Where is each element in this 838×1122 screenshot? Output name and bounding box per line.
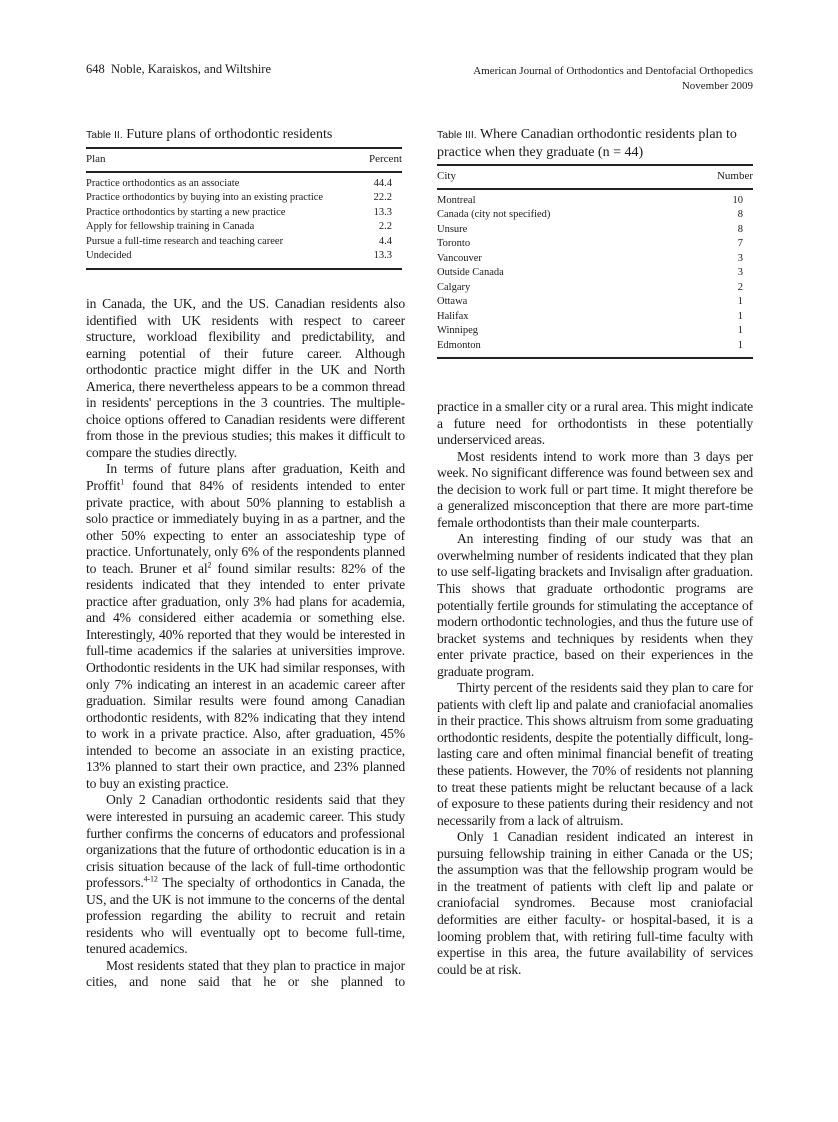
cell-label: Practice orthodontics by starting a new practice (86, 206, 286, 218)
table-row (437, 252, 753, 267)
paragraph: in Canada, the UK, and the US. Canadian residents also identified with UK residents with respect to career structure, workload flexibility and predictability, and earning potential of their future career. Although orthodontic practice might differ in the UK and North America, there nevertheless appears to be a common thread in residents' perceptions in the 3 countries. The multiple-choice options offered to Canadian residents were different from those in the previous studies; this makes it difficult to compare the studies directly. (86, 296, 405, 460)
table-row (86, 220, 402, 235)
cell-value: 3 (737, 252, 743, 264)
table-row (437, 339, 753, 354)
right-column (437, 399, 753, 978)
table-row (437, 324, 753, 339)
cell-value: 8 (737, 223, 743, 235)
table-row (86, 177, 402, 192)
table-row (86, 249, 402, 264)
cell-label: Practice orthodontics as an associate (86, 177, 240, 189)
cell-label: Montreal (437, 194, 476, 206)
paragraph: Only 2 Canadian orthodontic residents said that they were interested in pursuing an academic career. This study further confirms the concerns of educators and professional organizations that the future of orthodontic education is in a crisis situation because of the lack of full-time orthodontic professors.$^{4-12}$ The specialty of orthodontics in Canada, the US, and the UK is not immune to the concerns of the dental profession regarding the ability to recruit and retain residents who will eventually opt to become full-time, tenured academics. (86, 792, 405, 957)
cell-label: Undecided (86, 250, 132, 261)
cell-value: 8 (737, 209, 743, 220)
cell-value: 4.4 (378, 235, 392, 247)
table-title: Where Canadian orthodontic residents plan to practice when they graduate (n = 44) (437, 127, 737, 160)
paragraph: In terms of future plans after graduation, Keith and Proffit$^1$ found that 84% of residents intended to enter private practice, with about 50% planning to establish a solo practice or immediately buying in as a partner, and the other 50% expecting to enter an associateship type of practice. Unfortunately, only 6% of the respondents planned to teach. Bruner et $al^2$ found similar results: 82% of the residents indicated that they intended to enter private practice after graduation, only 3% had plans for academia, and 4% considered either academia or something else. Interestingly, 40% reported that they would be interested in full-time academics if the salaries at universities improve. Orthodontic residents in the UK had similar responses, with only 7% indicating an interest in an academic career after graduation. Similar results were found among Canadian orthodontic residents, with 82% indicating that they intend to work in a private practice. Also, after graduation, 45% intended to become an associate in an existing practice, 13% planned to start their own practice, and 23% planned to buy an existing practice. (86, 461, 405, 791)
table-row (86, 235, 402, 250)
cell-label: Outside Canada (437, 267, 504, 278)
cell-value: 10 (732, 194, 743, 206)
cell-value: 13.3 (373, 250, 392, 261)
cell-label: Toronto (437, 238, 471, 249)
cell-label: Pursue a full-time research and teaching career (86, 235, 284, 247)
cell-value: 2.2 (378, 221, 392, 232)
table-row (437, 223, 753, 238)
cell-label: Winnipeg (437, 325, 478, 336)
col-header-percent: Percent (369, 153, 402, 165)
table-row (437, 266, 753, 281)
cell-value: 22.2 (373, 192, 392, 203)
table-row (86, 206, 402, 221)
cell-label: Vancouver (437, 252, 482, 264)
cell-label: Halifax (437, 310, 469, 322)
paragraph: Most residents stated that they plan to practice in major cities, and none said that he or she planned to (86, 957, 405, 990)
paragraph: practice in a smaller city or a rural area. This might indicate a future need for orthodontists in these potentially underserviced areas. (437, 399, 753, 448)
paragraph: An interesting finding of our study was that an overwhelming number of residents indicated that they plan to use self-ligating brackets and Invisalign after graduation. This shows that graduate orthodontic programs are potentially fertile grounds for stimulating the acceptance of modern orthodontic technologies, and thus the future use of bracket systems and techniques by residents when they enter private practice, based on their experiences in the graduate program. (437, 531, 753, 679)
table-row (437, 237, 753, 252)
table-label: Table III. (437, 129, 477, 141)
cell-label: Canada (city not specified) (437, 209, 551, 220)
cell-label: Practice orthodontics by buying into an existing practice (86, 192, 324, 203)
table-caption (86, 126, 402, 144)
cell-value: 1 (737, 296, 743, 307)
table-row (86, 191, 402, 206)
paragraph: Only 1 Canadian resident indicated an interest in pursuing fellowship training in either Canada or the US; the assumption was that the fellowship program would be in the treatment of patients with cleft lip and palate or craniofacial syndromes. Because most craniofacial deformities are either faculty- or hospital-based, it is a looming problem that, with retiring full-time faculty with expertise in this area, the future availability of services could be at risk. (437, 829, 753, 977)
journal-name: American Journal of Orthodontics and Dentofacial Orthopedics (473, 65, 753, 77)
cell-value: 3 (737, 267, 743, 278)
table-row (437, 310, 753, 325)
cell-value: 1 (737, 325, 743, 336)
table-caption (437, 126, 753, 161)
table-row (437, 281, 753, 296)
table-row (437, 295, 753, 310)
running-header-right (473, 64, 753, 94)
table-row (437, 208, 753, 223)
table-label: Table II. (86, 129, 123, 141)
running-header-left (86, 62, 271, 77)
cell-label: Ottawa (437, 296, 468, 307)
issue-date: November 2009 (681, 80, 753, 92)
col-header-plan: Plan (86, 153, 106, 165)
cell-value: 1 (737, 310, 743, 322)
citation: 1 (120, 477, 125, 487)
table-row (437, 194, 753, 209)
citation: 4-12 (143, 874, 158, 884)
cell-value: 7 (737, 238, 743, 249)
page-number: 648 (86, 62, 105, 76)
cell-label: Unsure (437, 223, 468, 235)
cell-label: Calgary (437, 281, 471, 293)
authors: Noble, Karaiskos, and Wiltshire (111, 62, 271, 76)
citation: 2 (207, 560, 212, 570)
cell-value: 1 (737, 339, 743, 351)
cell-value: 2 (737, 281, 743, 293)
cell-label: Edmonton (437, 339, 481, 351)
cell-value: 13.3 (373, 206, 392, 218)
col-header-number: Number (716, 170, 753, 182)
paragraph: Thirty percent of the residents said they plan to care for patients with cleft lip and palate and craniofacial anomalies in their practice. This shows altruism from some graduating orthodontic residents, despite the potentially difficult, long-lasting care and often minimal financial benefit of treating these patients. However, the 70% of residents not planning to treat these patients might be reluctant because of a lack of exposure to these patients during their residency and not necessarily from a lack of altruism. (437, 680, 753, 828)
paragraph: Most residents intend to work more than 3 days per week. No significant difference was found between sex and the decision to work full or part time. It might therefore be a generalized misconception that there are more part-time female orthodontists than their male counterparts. (437, 448, 753, 530)
table-title: Future plans of orthodontic residents (126, 127, 333, 142)
left-column (86, 296, 405, 991)
table-3 (437, 126, 753, 359)
table-2 (86, 126, 402, 270)
cell-label: Apply for fellowship training in Canada (86, 221, 255, 232)
col-header-city: City (437, 170, 456, 182)
cell-value: 44.4 (373, 177, 392, 189)
table-header (86, 149, 402, 173)
table-header (437, 166, 753, 190)
